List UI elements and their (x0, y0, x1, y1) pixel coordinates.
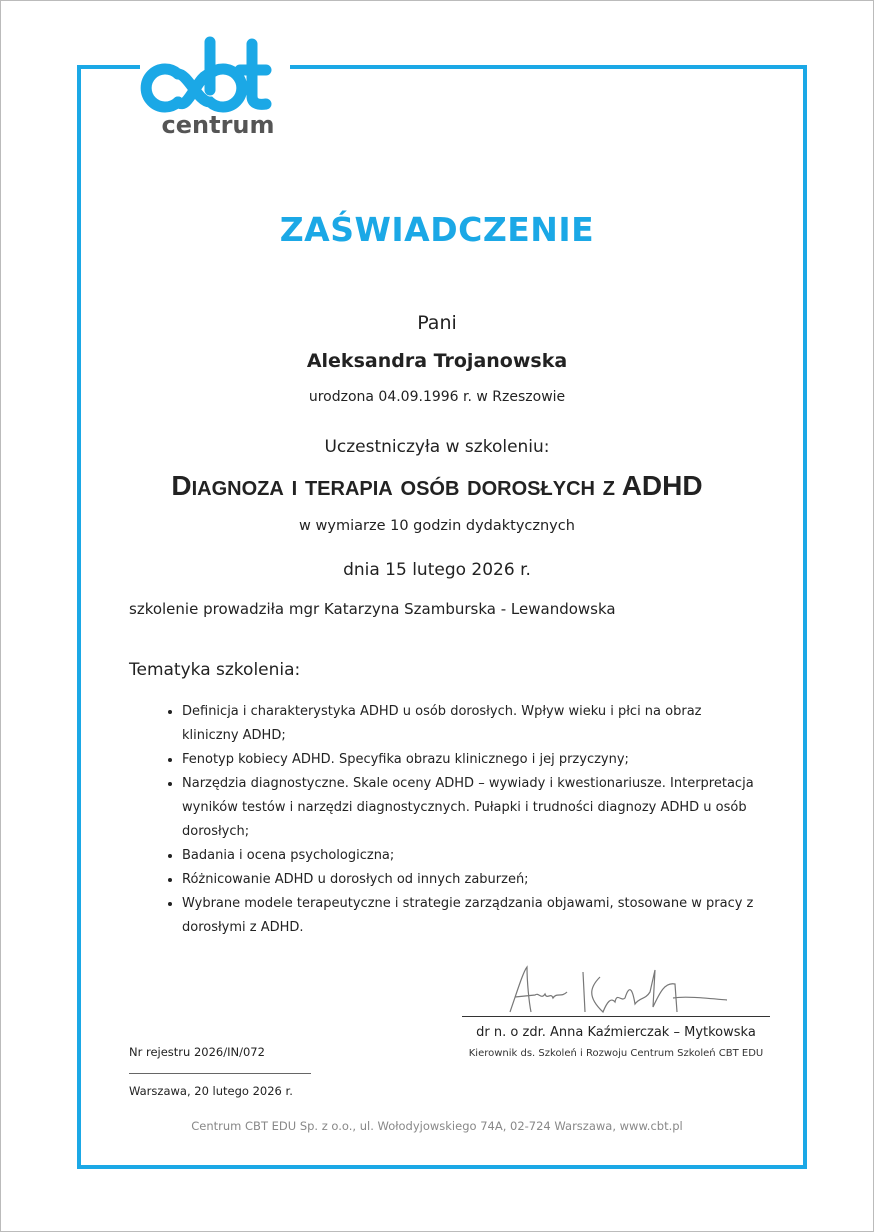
svg-text:centrum: centrum (161, 111, 275, 138)
place-date: Warszawa, 20 lutego 2026 r. (129, 1084, 293, 1098)
topic-item: • Fenotyp kobiecy ADHD. Specyfika obrazu klinicznego i jej przyczyny; (182, 748, 762, 772)
topic-item: • Różnicowanie ADHD u dorosłych od innych zaburzeń; (182, 868, 762, 892)
topics-list (150, 700, 762, 940)
birth-info: urodzona 04.09.1996 r. w Rzeszowie (308, 389, 566, 405)
certificate-title: ZAŚWIADCZENIE (279, 210, 595, 249)
participant-name: Aleksandra Trojanowska (306, 350, 568, 372)
topics-heading: Tematyka szkolenia: (129, 660, 301, 680)
registry-number: Nr rejestru 2026/IN/072 (129, 1045, 265, 1059)
topic-item: • Badania i ocena psychologiczna; (182, 844, 762, 868)
cbt-centrum-logo (140, 34, 290, 138)
participation-text: Uczestniczyła w szkoleniu: (324, 437, 550, 457)
course-title: Diagnoza i terapia osób dorosłych z ADHD (171, 470, 703, 501)
signer-role: Kierownik ds. Szkoleń i Rozwoju Centrum Szkoleń CBT EDU (468, 1048, 764, 1059)
topic-item: • Narzędzia diagnostyczne. Skale oceny ADHD – wywiady i kwestionariusze. Interpretacja wyników testów i narzędzi diagnostycznych. Pułapki i trudności diagnozy ADHD u osób dorosłych; (182, 772, 762, 844)
course-date: dnia 15 lutego 2026 r. (343, 560, 531, 580)
trainer-info: szkolenie prowadziła mgr Katarzyna Szamburska - Lewandowska (129, 600, 616, 618)
footer-address: Centrum CBT EDU Sp. z o.o., ul. Wołodyjowskiego 74A, 02-724 Warszawa, www.cbt.pl (191, 1119, 683, 1133)
registry-line (129, 1073, 311, 1074)
signer-name: dr n. o zdr. Anna Kaźmierczak – Mytkowska (476, 1025, 756, 1040)
topic-item: • Definicja i charakterystyka ADHD u osób dorosłych. Wpływ wieku i płci na obraz kliniczny ADHD; (182, 700, 762, 748)
signature-line (462, 1016, 770, 1017)
handwritten-signature (505, 962, 735, 1020)
course-hours: w wymiarze 10 godzin dydaktycznych (299, 518, 575, 534)
salutation: Pani (417, 312, 457, 334)
topic-item: • Wybrane modele terapeutyczne i strategie zarządzania objawami, stosowane w pracy z dorosłymi z ADHD. (182, 892, 762, 940)
